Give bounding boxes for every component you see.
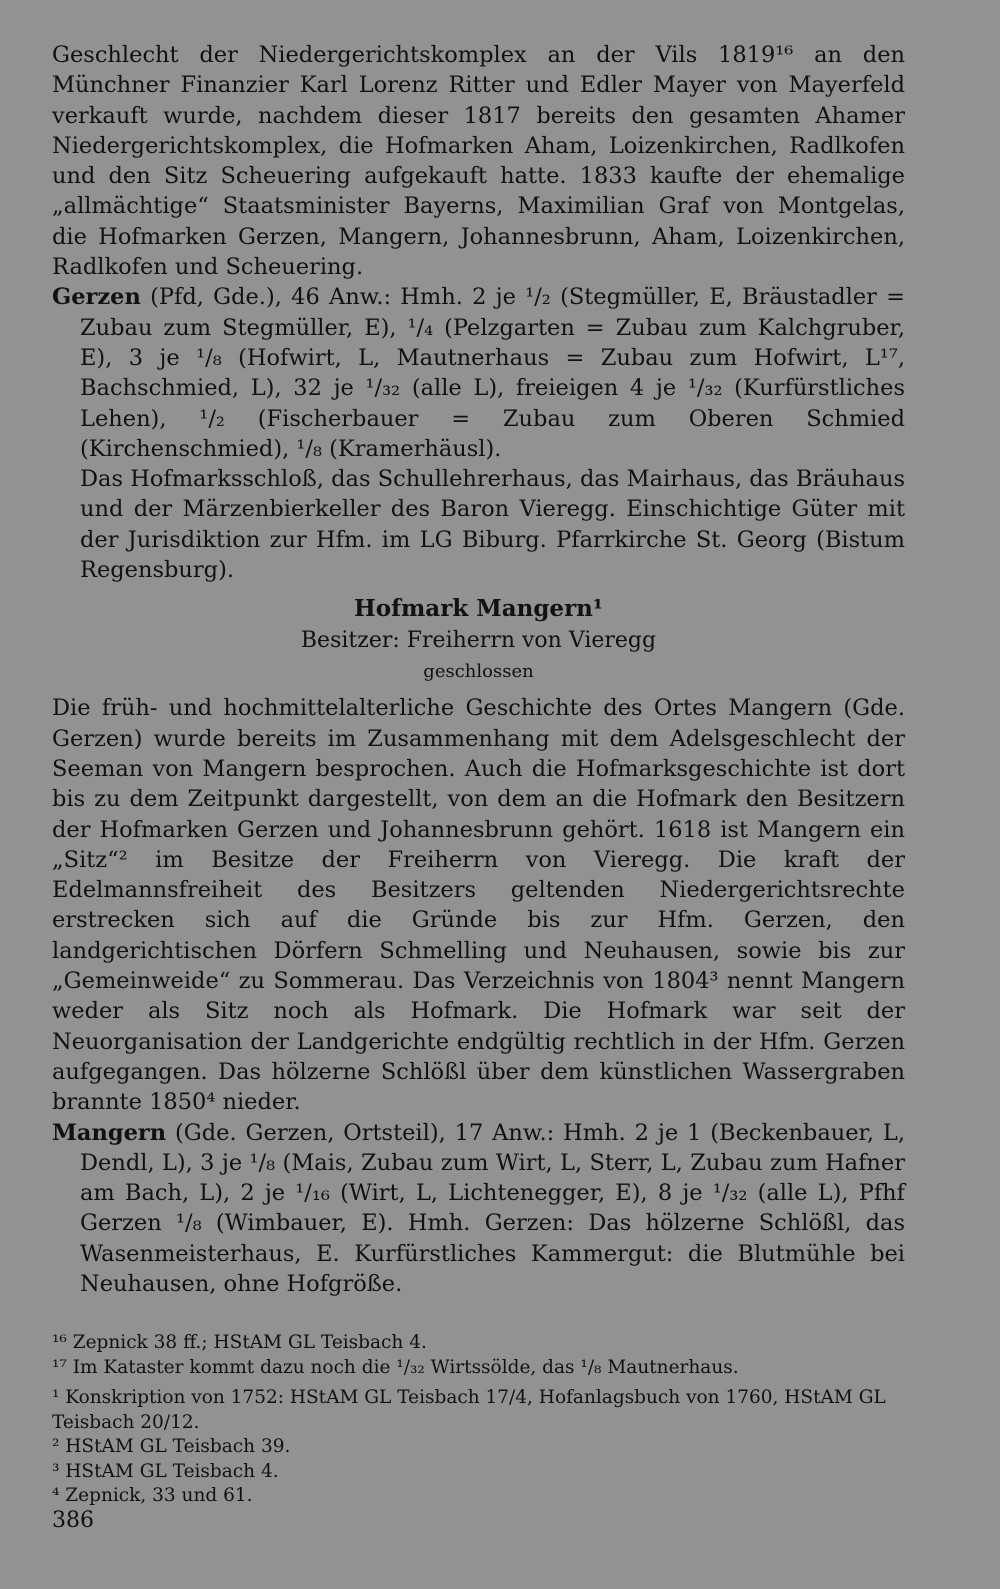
footnote-1: ¹ Konskription von 1752: HStAM GL Teisbach 17/4, Hofanlagsbuch von 1760, HStAM GL Teisbach 20/12. (52, 1387, 886, 1433)
footnote-3: ³ HStAM GL Teisbach 4. (52, 1460, 279, 1482)
footnotes (52, 1331, 905, 1509)
entry-mangern (52, 1118, 905, 1300)
mangern-history-paragraph: Die früh- und hochmittelalterliche Geschichte des Ortes Mangern (Gde. Gerzen) wurde bereits im Zusammenhang mit dem Adelsgeschlecht der Seeman von Mangern besprochen. Auch die Hofmarksgeschichte ist dort bis zu dem Zeitpunkt dargestellt, von dem an die Hofmark den Besitzern der Hofmarken Gerzen und Johannesbrunn gehört. 1618 ist Mangern ein „Sitz“² im Besitze der Freiherrn von Vieregg. Die kraft der Edelmannsfreiheit des Besitzers geltenden Niedergerichtsrechte erstrecken sich auf die Gründe bis zur Hfm. Gerzen, den landgerichtischen Dörfern Schmelling und Neuhausen, sowie bis zur „Gemeinweide“ zu Sommerau. Das Verzeichnis von 1804³ nennt Mangern weder als Sitz noch als Hofmark. Die Hofmark war seit der Neuorganisation der Landgerichte endgültig rechtlich in der Hfm. Gerzen aufgegangen. Das hölzerne Schlößl über dem künstlichen Wassergraben brannte 1850⁴ nieder. (52, 695, 905, 1116)
footnote-2: ² HStAM GL Teisbach 39. (52, 1436, 291, 1458)
entry-gerzen-note: Das Hofmarksschloß, das Schullehrerhaus, das Mairhaus, das Bräuhaus und der Märzenbierkeller des Baron Vieregg. Einschichtige Güter mit der Jurisdiktion zur Hfm. im LG Biburg. Pfarrkirche St. Georg (Bistum Regensburg). (80, 466, 905, 584)
section-heading: Hofmark Mangern¹ (354, 595, 603, 623)
entry-gerzen-text: (Pfd, Gde.), 46 Anw.: Hmh. 2 je ¹/₂ (Stegmüller, E, Bräustadler = Zubau zum Stegmüller, E), ¹/₄ (Pelzgarten = Zubau zum Kalchgruber, E), 3 je ¹/₈ (Hofwirt, L, Mautnerhaus = Zubau zum Hofwirt, L¹⁷, Bachschmied, L), 32 je ¹/₃₂ (alle L), freieigen 4 je ¹/₃₂ (Kurfürstliches Lehen), ¹/₂ (Fischerbauer = Zubau zum Oberen Schmied (Kirchenschmied), ¹/₈ (Kramerhäusl). (80, 284, 905, 462)
section-owner: Besitzer: Freiherrn von Vieregg (300, 628, 657, 654)
footnote-16: ¹⁶ Zepnick 38 ff.; HStAM GL Teisbach 4. (52, 1332, 427, 1354)
entry-mangern-text: (Gde. Gerzen, Ortsteil), 17 Anw.: Hmh. 2 je 1 (Beckenbauer, L, Dendl, L), 3 je ¹/₈ (Mais, Zubau zum Wirt, L, Sterr, L, Zubau zum Hafner am Bach, L), 2 je ¹/₁₆ (Wirt, L, Lichtenegger, E), 8 je ¹/₃₂ (alle L), Pfhf Gerzen ¹/₈ (Wimbauer, E). Hmh. Gerzen: Das hölzerne Schlößl, das Wasenmeisterhaus, E. Kurfürstliches Kammergut: die Blutmühle bei Neuhausen, ohne Hofgröße. (80, 1119, 905, 1297)
page-number: 386 (52, 1508, 94, 1533)
footnote-4: ⁴ Zepnick, 33 und 61. (52, 1485, 253, 1507)
entry-gerzen-title: Gerzen (52, 284, 141, 311)
section-status: geschlossen (423, 661, 534, 683)
footnote-17: ¹⁷ Im Kataster kommt dazu noch die ¹/₃₂ Wirtssölde, das ¹/₈ Mautnerhaus. (52, 1356, 739, 1378)
entry-gerzen (52, 282, 905, 464)
intro-paragraph: Geschlecht der Niedergerichtskomplex an der Vils 1819¹⁶ an den Münchner Finanzier Karl Lorenz Ritter und Edler Mayer von Mayerfeld verkauft wurde, nachdem dieser 1817 bereits den gesamten Ahamer Niedergerichtskomplex, die Hofmarken Aham, Loizenkirchen, Radlkofen und den Sitz Scheuering aufgekauft hatte. 1833 kaufte der ehemalige „allmächtige“ Staatsminister Bayerns, Maximilian Graf von Montgelas, die Hofmarken Gerzen, Mangern, Johannesbrunn, Aham, Loizenkirchen, Radlkofen und Scheuering. (52, 42, 905, 281)
entry-mangern-title: Mangern (52, 1119, 167, 1146)
